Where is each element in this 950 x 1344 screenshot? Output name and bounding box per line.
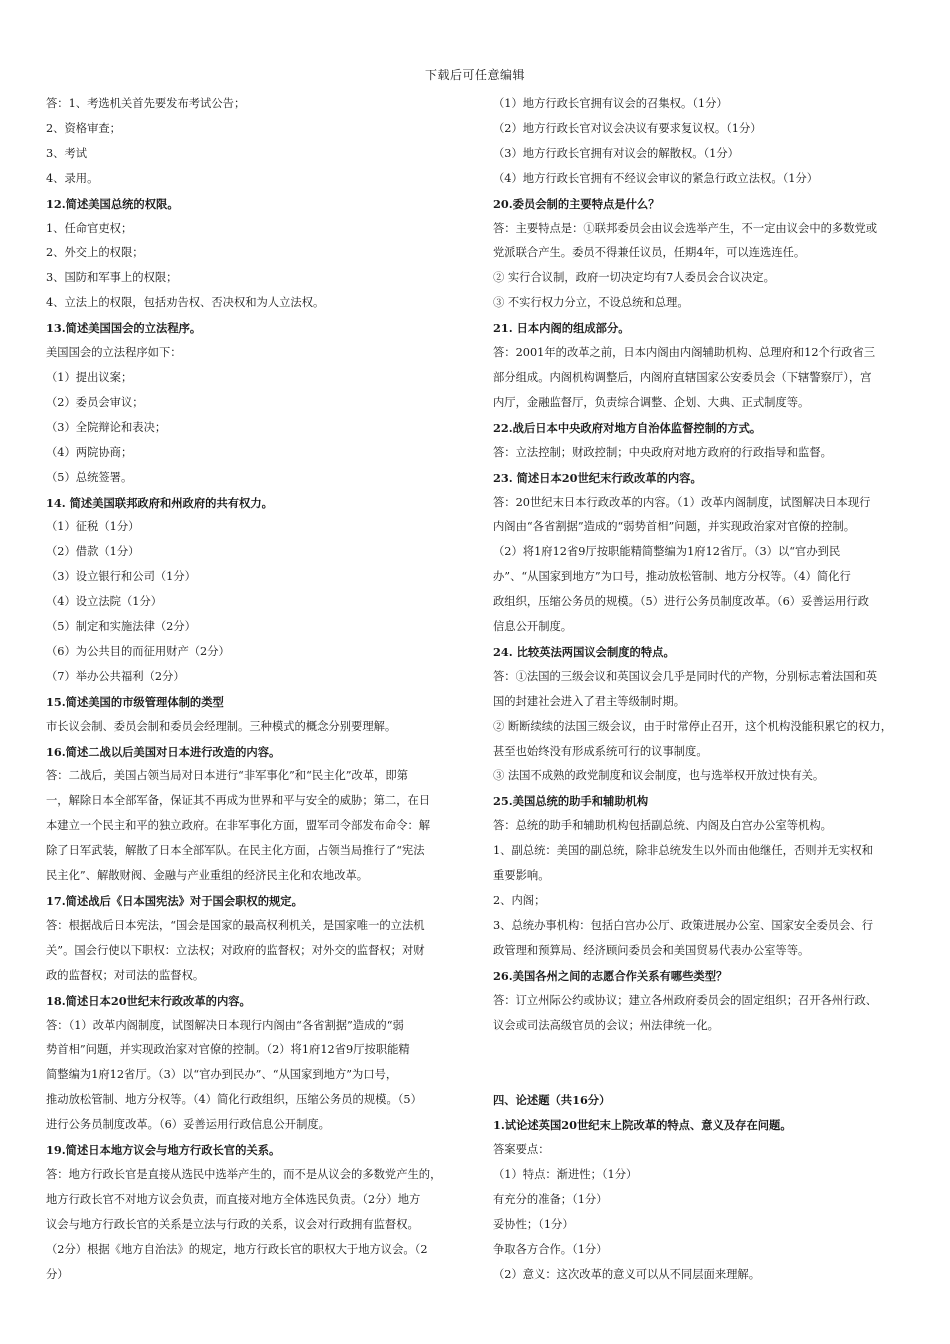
question-heading: 19.简述日本地方议会与地方行政长官的关系。 bbox=[46, 1143, 281, 1158]
question-heading: 15.简述美国的市级管理体制的类型 bbox=[46, 694, 224, 709]
text-line: （1）征税（1分） bbox=[46, 520, 140, 534]
text-line: 3、考试 bbox=[46, 146, 88, 160]
text-line: （4）两院协商； bbox=[46, 445, 133, 459]
question-heading: 22.战后日本中央政府对地方自治体监督控制的方式。 bbox=[493, 420, 762, 435]
text-line: 部分组成。内阁机构调整后，内阁府直辖国家公安委员会（下辖警察厅），宫 bbox=[493, 370, 872, 384]
text-line: 答：立法控制；财政控制；中央政府对地方政府的行政指导和监督。 bbox=[493, 445, 832, 459]
question-heading: 26.美国各州之间的志愿合作关系有哪些类型？ bbox=[493, 968, 728, 983]
text-line: 答：二战后，美国占领当局对日本进行“非军事化”和“民主化”改革，即第 bbox=[46, 769, 409, 783]
text-line: （2）地方行政长官对议会决议有要求复议权。（1分） bbox=[493, 121, 762, 135]
text-line: 市长议会制、委员会制和委员会经理制。三种模式的概念分别要理解。 bbox=[46, 719, 397, 733]
text-line: 答案要点： bbox=[493, 1143, 550, 1157]
question-heading: 25.美国总统的助手和辅助机构 bbox=[493, 794, 649, 809]
left-column bbox=[46, 92, 462, 1288]
text-line: 内阁由“各省割据”造成的“弱势首相”问题，并实现政治家对官僚的控制。 bbox=[493, 520, 856, 534]
text-line: （4）地方行政长官拥有不经议会审议的紧急行政立法权。（1分） bbox=[493, 171, 819, 185]
text-line: （2）委员会审议； bbox=[46, 395, 144, 409]
question-heading: 20.委员会制的主要特点是什么？ bbox=[493, 196, 660, 211]
text-line: （6）为公共目的而征用财产（2分） bbox=[46, 644, 230, 658]
text-line: （1）提出议案； bbox=[46, 370, 133, 384]
text-line: 答：总统的助手和辅助机构包括副总统、内阁及白宫办公室等机构。 bbox=[493, 819, 832, 833]
text-line: （3）设立银行和公司（1分） bbox=[46, 570, 196, 584]
text-line: 推动放松管制、地方分权等。（4）简化行政组织，压缩公务员的规模。（5） bbox=[46, 1093, 422, 1107]
text-line: 民主化”、解散财阀、金融与产业重组的经济民主化和农地改革。 bbox=[46, 869, 369, 883]
text-line: 议会与地方行政长官的关系是立法与行政的关系，议会对行政拥有监督权。 bbox=[46, 1217, 419, 1231]
text-line: ② 实行合议制，政府一切决定均有7人委员会合议决定。 bbox=[493, 271, 775, 285]
question-heading: 四、论述题（共16分） bbox=[493, 1093, 611, 1108]
question-heading: 16.简述二战以后美国对日本进行改造的内容。 bbox=[46, 744, 281, 759]
text-line: 有充分的准备；（1分） bbox=[493, 1192, 608, 1206]
text-line: （2）借款（1分） bbox=[46, 545, 140, 559]
text-line: （1）地方行政长官拥有议会的召集权。（1分） bbox=[493, 97, 728, 110]
question-heading: 1.试论述英国20世纪末上院改革的特点、意义及存在问题。 bbox=[493, 1118, 792, 1133]
text-line: （3）全院辩论和表决； bbox=[46, 420, 167, 434]
text-line: （2）将1府12省9厅按职能精简整编为1府12省厅。（3）以“官办到民 bbox=[493, 545, 841, 559]
text-line bbox=[493, 1038, 911, 1088]
text-line: 势首相”问题，并实现政治家对官僚的控制。（2）将1府12省9厅按职能精 bbox=[46, 1043, 410, 1057]
text-line: 答：主要特点是：①联邦委员会由议会选举产生，不一定由议会中的多数党或 bbox=[493, 221, 878, 235]
text-line: （5）总统签署。 bbox=[46, 470, 133, 484]
text-line: 4、录用。 bbox=[46, 171, 99, 185]
text-line: 重要影响。 bbox=[493, 869, 550, 883]
text-line: 答：2001年的改革之前，日本内阁由内阁辅助机构、总理府和12个行政省三 bbox=[493, 346, 876, 360]
question-heading: 17.简述战后《日本国宪法》对于国会职权的规定。 bbox=[46, 894, 303, 908]
text-line: ③ 法国不成熟的政党制度和议会制度，也与选举权开放过快有关。 bbox=[493, 769, 825, 783]
text-line: 妥协性；（1分） bbox=[493, 1217, 574, 1231]
text-line: （4）设立法院（1分） bbox=[46, 595, 163, 609]
text-line: 简整编为1府12省厅。（3）以“官办到民办”、“从国家到地方”为口号， bbox=[46, 1068, 398, 1082]
text-line: 1、任命官吏权； bbox=[46, 221, 133, 235]
text-line: 2、内阁； bbox=[493, 894, 546, 907]
text-line: ② 断断续续的法国三级会议，由于时常停止召开，这个机构没能积累它的权力， bbox=[493, 719, 892, 733]
text-line: 本建立一个民主和平的独立政府。在非军事化方面，盟军司令部发布命令：解 bbox=[46, 819, 431, 833]
text-line: （1）特点：渐进性；（1分） bbox=[493, 1167, 638, 1181]
question-heading: 24. 比较英法两国议会制度的特点。 bbox=[493, 644, 675, 659]
text-line: 党派联合产生。委员不得兼任议员，任期4年，可以连选连任。 bbox=[493, 246, 806, 260]
text-line: 美国国会的立法程序如下： bbox=[46, 346, 182, 360]
text-line: 内厅，金融监督厅，负责综合调整、企划、大典、正式制度等。 bbox=[493, 395, 810, 409]
text-line: 答：（1）改革内阁制度，试图解决日本现行内阁由“各省割据”造成的“弱 bbox=[46, 1018, 404, 1032]
text-line: 2、资格审查； bbox=[46, 121, 121, 135]
text-line: 政管理和预算局、经济顾问委员会和美国贸易代表办公室等等。 bbox=[493, 943, 810, 957]
text-line: 分） bbox=[46, 1267, 69, 1281]
text-line: 一，解除日本全部军备，保证其不再成为世界和平与安全的威胁；第二，在日 bbox=[46, 794, 431, 808]
text-line: 信息公开制度。 bbox=[493, 620, 573, 634]
text-line: 答：1、考选机关首先要发布考试公告； bbox=[46, 97, 246, 110]
text-line: （3）地方行政长官拥有对议会的解散权。（1分） bbox=[493, 146, 739, 160]
text-line: （7）举办公共福利（2分） bbox=[46, 669, 185, 683]
text-line: 答：地方行政长官是直接从选民中选举产生的，而不是从议会的多数党产生的， bbox=[46, 1167, 442, 1181]
text-line: 答：订立州际公约或协议；建立各州政府委员会的固定组织；召开各州行政、 bbox=[493, 993, 878, 1007]
text-line: 办”、“从国家到地方”为口号，推动放松管制、地方分权等。（4）简化行 bbox=[493, 570, 851, 584]
text-line: 1、副总统：美国的副总统，除非总统发生以外而由他继任，否则并无实权和 bbox=[493, 844, 873, 858]
text-line: 3、总统办事机构：包括白宫办公厅、政策进展办公室、国家安全委员会、行 bbox=[493, 918, 873, 932]
text-line: （2分）根据《地方自治法》的规定，地方行政长官的职权大于地方议会。（2 bbox=[46, 1242, 428, 1256]
right-column bbox=[493, 92, 911, 1287]
page-header: 下载后可任意编辑 bbox=[424, 68, 525, 82]
text-line: 关”。国会行使以下职权：立法权；对政府的监督权；对外交的监督权；对财 bbox=[46, 943, 425, 957]
text-line: 进行公务员制度改革。（6）妥善运用行政信息公开制度。 bbox=[46, 1118, 330, 1132]
question-heading: 14. 简述美国联邦政府和州政府的共有权力。 bbox=[46, 495, 273, 510]
text-line: 议会或司法高级官员的会议；州法律统一化。 bbox=[493, 1018, 719, 1032]
text-line: 4、立法上的权限，包括劝告权、否决权和为人立法权。 bbox=[46, 296, 325, 310]
text-line: 答：根据战后日本宪法，“国会是国家的最高权利机关，是国家唯一的立法机 bbox=[46, 918, 425, 932]
text-line: （2）意义：这次改革的意义可以从不同层面来理解。 bbox=[493, 1267, 761, 1281]
text-line: 答：20世纪末日本行政改革的内容。（1）改革内阁制度，试图解决日本现行 bbox=[493, 495, 871, 509]
question-heading: 21. 日本内阁的组成部分。 bbox=[493, 321, 630, 336]
text-line: 国的封建社会进入了君主等级制时期。 bbox=[493, 694, 686, 708]
question-heading: 13.简述美国国会的立法程序。 bbox=[46, 321, 202, 336]
question-heading: 18.简述日本20世纪末行政改革的内容。 bbox=[46, 993, 251, 1008]
text-line: 政的监督权；对司法的监督权。 bbox=[46, 968, 205, 982]
text-line: 政组织，压缩公务员的规模。（5）进行公务员制度改革。（6）妥善运用行政 bbox=[493, 595, 869, 609]
text-line: 甚至也始终没有形成系统可行的议事制度。 bbox=[493, 744, 708, 758]
text-line: 地方行政长官不对地方议会负责，而直接对地方全体选民负责。（2分）地方 bbox=[46, 1192, 421, 1206]
text-line: 答：①法国的三级会议和英国议会几乎是同时代的产物，分别标志着法国和英 bbox=[493, 669, 878, 683]
text-line: 除了日军武装，解散了日本全部军队。在民主化方面，占领当局推行了“宪法 bbox=[46, 844, 425, 858]
question-heading: 12.简述美国总统的权限。 bbox=[46, 196, 179, 211]
text-line: 3、国防和军事上的权限； bbox=[46, 271, 178, 285]
text-line: 2、外交上的权限； bbox=[46, 246, 144, 260]
question-heading: 23. 简述日本20世纪末行政改革的内容。 bbox=[493, 470, 702, 485]
text-line: 争取各方合作。（1分） bbox=[493, 1242, 608, 1256]
text-line: ③ 不实行权力分立，不设总统和总理。 bbox=[493, 296, 689, 310]
text-line: （5）制定和实施法律（2分） bbox=[46, 620, 196, 634]
